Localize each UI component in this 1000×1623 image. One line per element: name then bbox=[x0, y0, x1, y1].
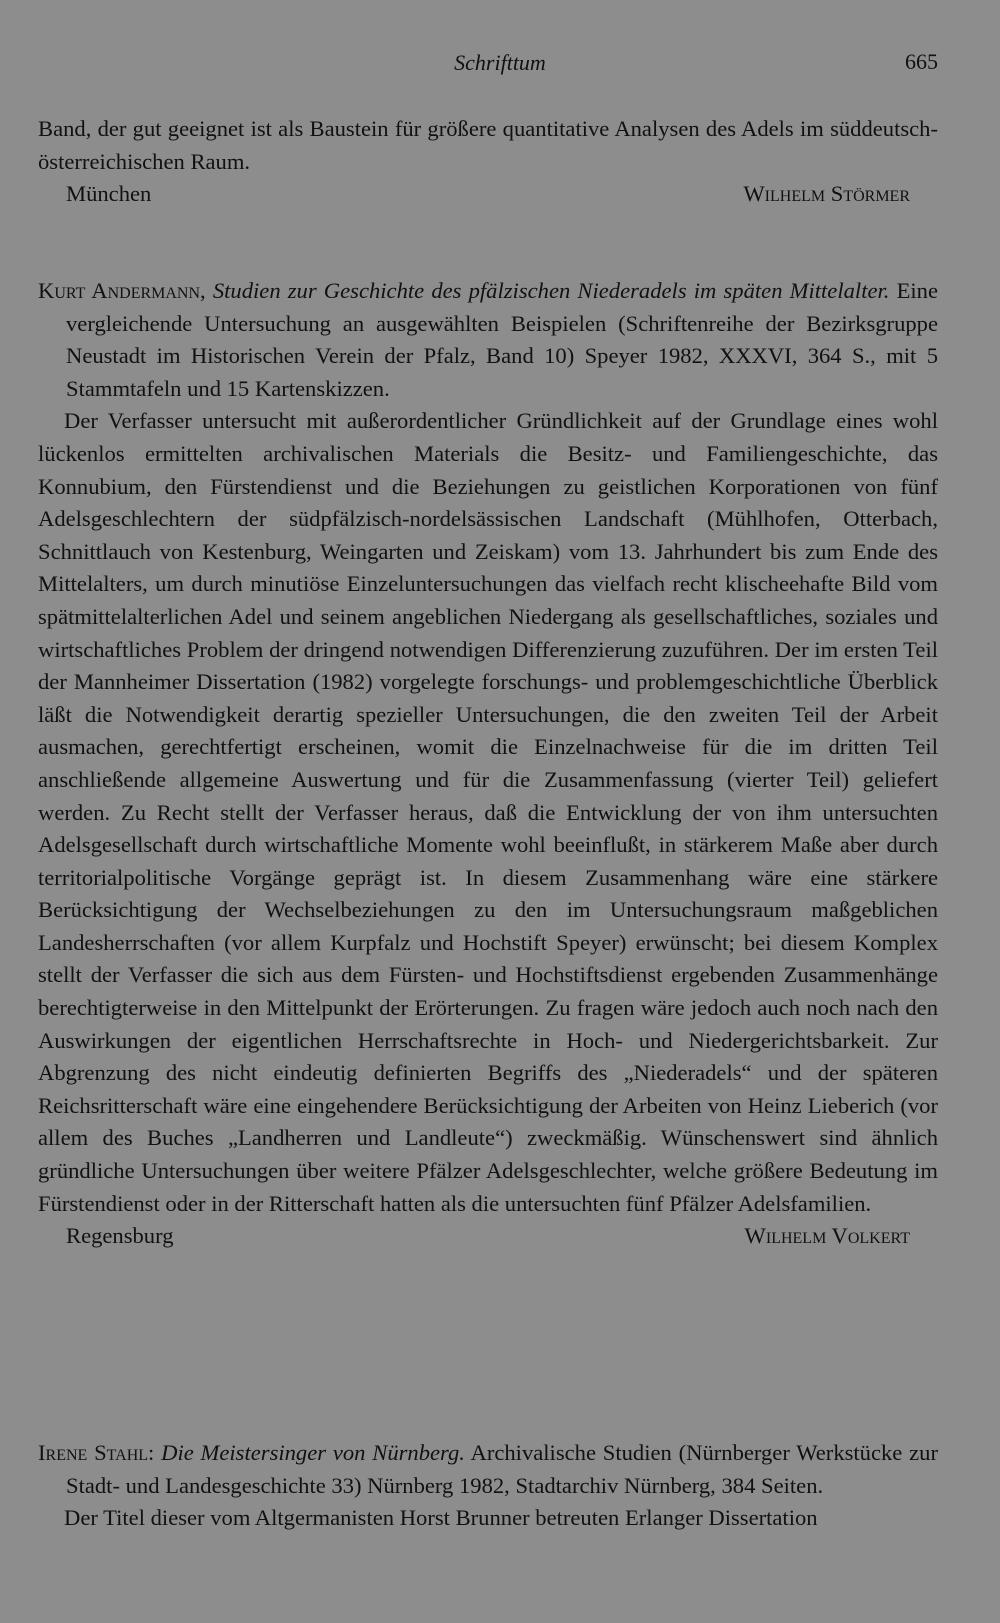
review-2-author: Kurt Andermann bbox=[38, 278, 201, 303]
review-3-citation bbox=[38, 1437, 938, 1502]
review-3-body: Der Titel dieser vom Altgermanisten Horst Brunner betreuten Erlanger Dissertation bbox=[64, 1505, 818, 1531]
review-2-place: Regensburg bbox=[66, 1223, 174, 1249]
review-2-body: Der Verfasser untersucht mit außerordentlicher Gründlichkeit auf der Grundlage eines wohl lückenlos ermittelten archivalischen Materials die Besitz- und Familiengeschichte, das Konnubium, den Fürstendienst und die Beziehungen zu geistlichen Korporationen von fünf Adelsgeschlechtern der südpfälzisch-nordelsässischen Landschaft (Mühlhofen, Otterbach, Schnittlauch von Kestenburg, Weingarten und Zeiskam) vom 13. Jahrhundert bis zum Ende des Mittelalters, um durch minutiöse Einzeluntersuchungen das vielfach recht klischeehafte Bild vom spätmittelalterlichen Adel und seinem angeblichen Niedergang als gesellschaftliches, soziales und wirtschaftliches Problem der dringend notwendigen Differenzierung zuzuführen. Der im ersten Teil der Mannheimer Dissertation (1982) vorgelegte forschungs- und problemgeschichtliche Überblick läßt die Notwendigkeit derartig spezieller Untersuchungen, die den zweiten Teil der Arbeit ausmachen, gerechtfertigt erscheinen, womit die Einzelnachweise für die im dritten Teil anschließende allgemeine Auswertung und für die Zusammenfassung (vierter Teil) geliefert werden. Zu Recht stellt der Verfasser heraus, daß die Entwicklung der von ihm untersuchten Adelsgesellschaft durch wirtschaftliche Momente wohl beeinflußt, in stärkerem Maße aber durch territorialpolitische Vorgänge geprägt ist. In diesem Zusammenhang wäre eine stärkere Berücksichtigung der Wechselbeziehungen zu den im Untersuchungsraum maßgeblichen Landesherrschaften (vor allem Kurpfalz und Hochstift Speyer) erwünscht; bei diesem Komplex stellt der Verfasser die sich aus dem Fürsten- und Hochstiftsdienst ergebenden Zusammenhänge berechtigterweise in den Mittelpunkt der Erörterungen. Zu fragen wäre jedoch auch noch nach den Auswirkungen der eigentlichen Herrschaftsrechte in Hoch- und Niedergerichtsbarkeit. Zur Abgrenzung des nicht eindeutig definierten Begriffs des „Niederadels“ und der späteren Reichsritterschaft wäre eine eingehendere Berücksichtigung der Arbeiten von Heinz Lieberich (vor allem des Buches „Landherren und Landleute“) zweckmäßig. Wünschenswert sind ähnlich gründliche Untersuchungen über weitere Pfälzer Adelsgeschlechter, welche größere Bedeutung im Fürstendienst oder in der Ritterschaft hatten als die untersuchten fünf Pfälzer Adelsfamilien. bbox=[38, 408, 938, 1216]
review-1-reviewer: Wilhelm Störmer bbox=[743, 181, 910, 207]
review-1-signature bbox=[38, 178, 938, 211]
review-3 bbox=[38, 1437, 938, 1535]
review-3-bibliographic-details: Archivalische Studien (Nürnberger Werkstücke zur Stadt- und Landesgeschichte 33) Nürnberg 1982, Stadtarchiv Nürnberg, 384 Seiten. bbox=[66, 1440, 938, 1498]
review-2-citation bbox=[38, 275, 938, 405]
review-2-book-title: Studien zur Geschichte des pfälzischen Niederadels im späten Mittelalter. bbox=[212, 278, 890, 303]
review-2-bibliographic-details: Eine vergleichende Untersuchung an ausgewählten Beispielen (Schriftenreihe der Bezirksgruppe Neustadt im Historischen Verein der Pfalz, Band 10) Speyer 1982, XXXVI, 364 S., mit 5 Stammtafeln und 15 Kartenskizzen. bbox=[66, 278, 938, 401]
review-1-end bbox=[38, 113, 938, 211]
review-2 bbox=[38, 275, 938, 1253]
review-3-book-title: Die Meistersinger von Nürnberg. bbox=[161, 1440, 465, 1465]
review-3-author: Irene Stahl bbox=[38, 1440, 149, 1465]
page-number: 665 bbox=[905, 49, 938, 74]
review-1-closing-paragraph: Band, der gut geeignet ist als Baustein für größere quantitative Analysen des Adels im süddeutsch-österreichischen Raum. bbox=[38, 116, 938, 174]
review-3-author-separator: : bbox=[148, 1440, 162, 1465]
running-header: Schrifttum bbox=[454, 50, 546, 75]
review-2-author-separator: , bbox=[200, 278, 213, 303]
review-1-place: München bbox=[66, 181, 152, 207]
review-2-reviewer: Wilhelm Volkert bbox=[744, 1223, 910, 1249]
review-2-signature bbox=[38, 1220, 938, 1253]
